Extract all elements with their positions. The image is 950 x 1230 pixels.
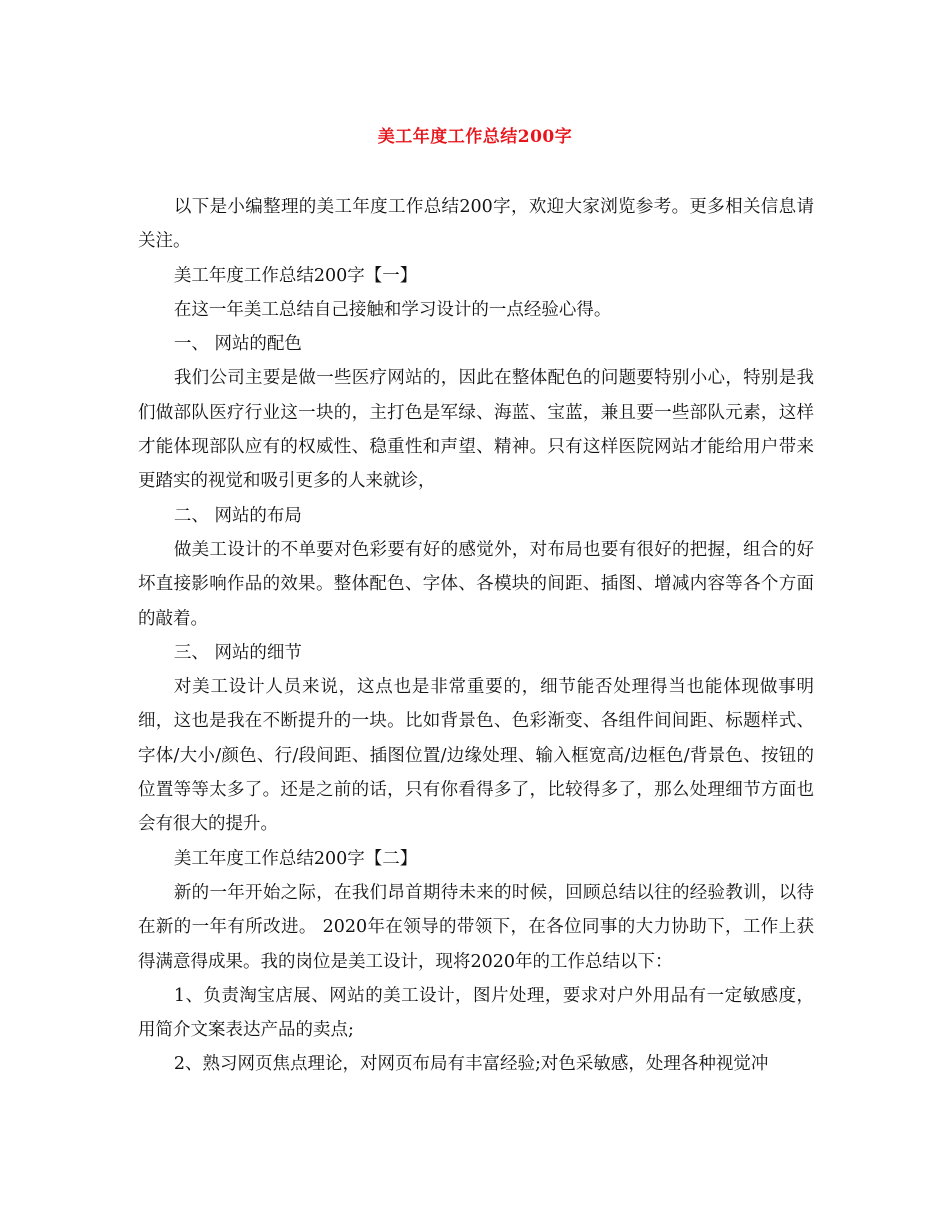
subheading-layout: 二、 网站的布局 bbox=[173, 505, 302, 526]
intro-paragraph: 以下是小编整理的美工年度工作总结200字，欢迎大家浏览参考。更多相关信息请关注。 bbox=[138, 197, 814, 252]
subheading-color: 一、 网站的配色 bbox=[173, 334, 302, 355]
section-heading-two: 美工年度工作总结200字【二】 bbox=[173, 848, 418, 869]
body-paragraph: 做美工设计的不单要对色彩要有好的感觉外，对布局也要有很好的把握，组合的好坏直接影响作品的效果。整体配色、字体、各模块的间距、插图、增减内容等各个方面的敲着。 bbox=[138, 539, 814, 629]
document-title: 美工年度工作总结200字 bbox=[377, 127, 573, 147]
document-body bbox=[138, 190, 814, 1082]
body-paragraph: 我们公司主要是做一些医疗网站的，因此在整体配色的问题要特别小心，特别是我们做部队医疗行业这一块的，主打色是军绿、海蓝、宝蓝，兼且要一些部队元素，这样才能体现部队应有的权威性、稳重性和声望、精神。只有这样医院网站才能给用户带来更踏实的视觉和吸引更多的人来就诊， bbox=[138, 368, 814, 492]
list-item: 2、熟习网页焦点理论，对网页布局有丰富经验;对色采敏感，处理各种视觉冲 bbox=[173, 1054, 769, 1075]
section-heading-one: 美工年度工作总结200字【一】 bbox=[173, 265, 418, 286]
body-paragraph: 在这一年美工总结自己接触和学习设计的一点经验心得。 bbox=[173, 299, 612, 320]
body-paragraph: 新的一年开始之际，在我们昂首期待未来的时候，回顾总结以往的经验教训，以待在新的一年有所改进。 2020年在领导的带领下，在各位同事的大力协助下，工作上获得满意得成果。我的岗位是美工设计，现将2020年的工作总结以下： bbox=[138, 882, 814, 972]
list-item: 1、负责淘宝店展、网站的美工设计，图片处理，要求对户外用品有一定敏感度，用简介文案表达产品的卖点; bbox=[138, 985, 814, 1041]
body-paragraph: 对美工设计人员来说，这点也是非常重要的，细节能否处理得当也能体现做事明细，这也是我在不断提升的一块。比如背景色、色彩渐变、各组件间间距、标题样式、字体/大小/颜色、行/段间距、插图位置/边缘处理、输入框宽高/边框色/背景色、按钮的位置等等太多了。还是之前的话，只有你看得多了，比较得多了，那么处理细节方面也会有很大的提升。 bbox=[138, 677, 814, 835]
subheading-details: 三、 网站的细节 bbox=[173, 642, 302, 663]
